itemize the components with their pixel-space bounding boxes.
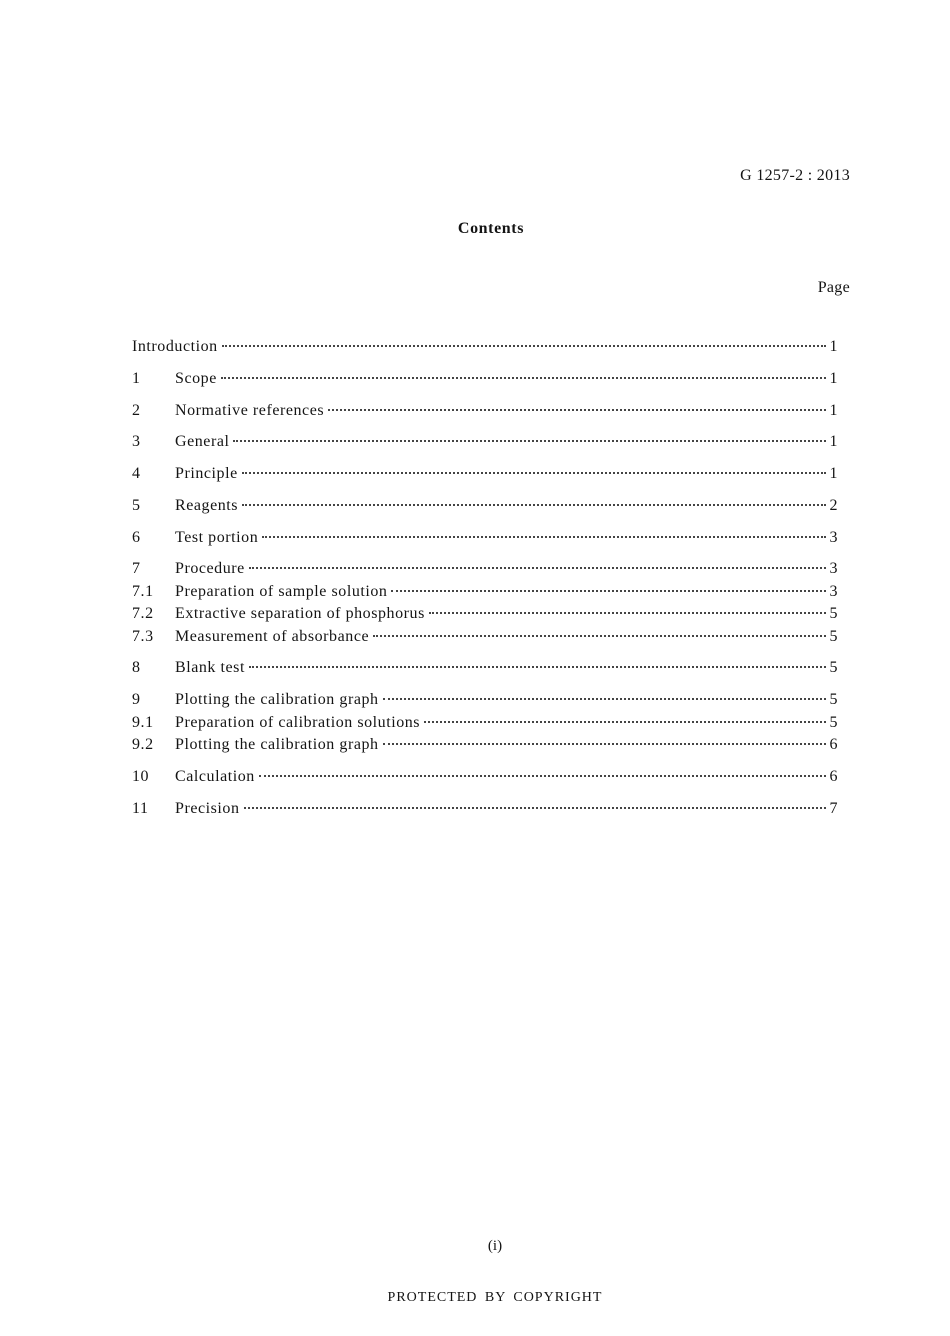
toc-entry-introduction[interactable] — [132, 338, 838, 360]
toc-entry-page: 3 — [829, 582, 838, 600]
toc-dot-leader — [373, 635, 826, 637]
toc-entry-page: 1 — [829, 433, 838, 451]
toc-entry-page: 7 — [829, 799, 838, 817]
toc-dot-leader — [424, 721, 826, 723]
toc-entry-title: Procedure — [175, 560, 245, 578]
toc-entry-extractive-separation[interactable] — [132, 605, 838, 627]
toc-entry-number: 2 — [132, 401, 141, 419]
toc-entry-page: 6 — [829, 767, 838, 785]
toc-entry-page: 2 — [829, 496, 838, 514]
toc-entry-number: 7.3 — [132, 627, 154, 645]
toc-entry-title: Measurement of absorbance — [175, 627, 370, 645]
toc-entry-normative-references[interactable] — [132, 402, 838, 424]
toc-entry-page: 5 — [829, 659, 838, 677]
toc-entry-number: 5 — [132, 496, 141, 514]
toc-entry-principle[interactable] — [132, 465, 838, 487]
toc-entry-number: 9 — [132, 691, 141, 709]
toc-entry-title: Preparation of calibration solutions — [175, 713, 421, 731]
toc-dot-leader — [221, 377, 826, 379]
toc-dot-leader — [259, 775, 826, 777]
toc-entry-number: 9.1 — [132, 713, 154, 731]
toc-entry-title: Reagents — [175, 496, 239, 514]
toc-dot-leader — [328, 409, 826, 411]
toc-entry-number: 8 — [132, 659, 141, 677]
toc-entry-title: Extractive separation of phosphorus — [175, 605, 425, 623]
toc-entry-page: 1 — [829, 338, 838, 355]
toc-entry-page: 1 — [829, 401, 838, 419]
contents-heading: Contents — [457, 220, 525, 237]
toc-entry-title: Calculation — [175, 767, 255, 785]
toc-dot-leader — [383, 743, 826, 745]
toc-entry-number: 1 — [132, 369, 141, 387]
toc-dot-leader — [383, 698, 826, 700]
toc-dot-leader — [244, 807, 827, 809]
toc-dot-leader — [242, 472, 826, 474]
page-column-label: Page — [817, 279, 850, 296]
toc-entry-number: 7.2 — [132, 605, 154, 623]
toc-entry-page: 3 — [829, 560, 838, 578]
toc-entry-number: 7.1 — [132, 582, 154, 600]
toc-dot-leader — [249, 567, 826, 569]
toc-entry-precision[interactable] — [132, 800, 838, 822]
toc-entry-procedure[interactable] — [132, 560, 838, 582]
toc-entry-title: Precision — [175, 799, 240, 817]
table-of-contents — [132, 338, 838, 822]
toc-entry-preparation-of-calibration-solutions[interactable] — [132, 714, 838, 736]
toc-entry-title: Principle — [175, 465, 238, 483]
toc-entry-title: Introduction — [132, 338, 218, 355]
toc-entry-blank-test[interactable] — [132, 659, 838, 681]
toc-entry-page: 5 — [829, 713, 838, 731]
toc-dot-leader — [233, 440, 826, 442]
toc-entry-page: 1 — [829, 369, 838, 387]
toc-entry-page: 5 — [829, 605, 838, 623]
toc-entry-number: 7 — [132, 560, 141, 578]
toc-entry-page: 1 — [829, 465, 838, 483]
toc-entry-title: Scope — [175, 369, 217, 387]
toc-entry-scope[interactable] — [132, 370, 838, 392]
document-id: G 1257-2 : 2013 — [740, 167, 850, 184]
toc-entry-plotting-the-calibration-graph-sub[interactable] — [132, 736, 838, 758]
toc-entry-title: Plotting the calibration graph — [175, 691, 379, 709]
toc-entry-preparation-of-sample-solution[interactable] — [132, 583, 838, 605]
toc-entry-page: 3 — [829, 528, 838, 546]
copyright-notice: PROTECTED BY COPYRIGHT — [387, 1290, 603, 1305]
toc-entry-calculation[interactable] — [132, 768, 838, 790]
toc-entry-number: 9.2 — [132, 735, 154, 753]
toc-entry-reagents[interactable] — [132, 497, 838, 519]
toc-entry-number: 3 — [132, 433, 141, 451]
toc-entry-general[interactable] — [132, 433, 838, 455]
toc-dot-leader — [429, 612, 826, 614]
toc-entry-number: 4 — [132, 465, 141, 483]
toc-entry-title: Preparation of sample solution — [175, 582, 388, 600]
toc-entry-page: 6 — [829, 735, 838, 753]
toc-entry-page: 5 — [829, 627, 838, 645]
toc-entry-title: Blank test — [175, 659, 245, 677]
toc-entry-measurement-of-absorbance[interactable] — [132, 628, 838, 650]
toc-dot-leader — [222, 345, 826, 347]
toc-dot-leader — [391, 590, 826, 592]
toc-entry-test-portion[interactable] — [132, 529, 838, 551]
toc-entry-number: 6 — [132, 528, 141, 546]
toc-entry-plotting-calibration-graph[interactable] — [132, 691, 838, 713]
toc-entry-title: Plotting the calibration graph — [175, 735, 379, 753]
toc-dot-leader — [249, 666, 826, 668]
page-folio: (i) — [487, 1238, 503, 1254]
toc-dot-leader — [242, 504, 826, 506]
toc-entry-number: 11 — [132, 799, 149, 817]
toc-entry-title: General — [175, 433, 230, 451]
toc-dot-leader — [262, 536, 826, 538]
toc-entry-title: Test portion — [175, 528, 259, 546]
toc-entry-page: 5 — [829, 691, 838, 709]
toc-entry-number: 10 — [132, 767, 150, 785]
toc-entry-title: Normative references — [175, 401, 325, 419]
